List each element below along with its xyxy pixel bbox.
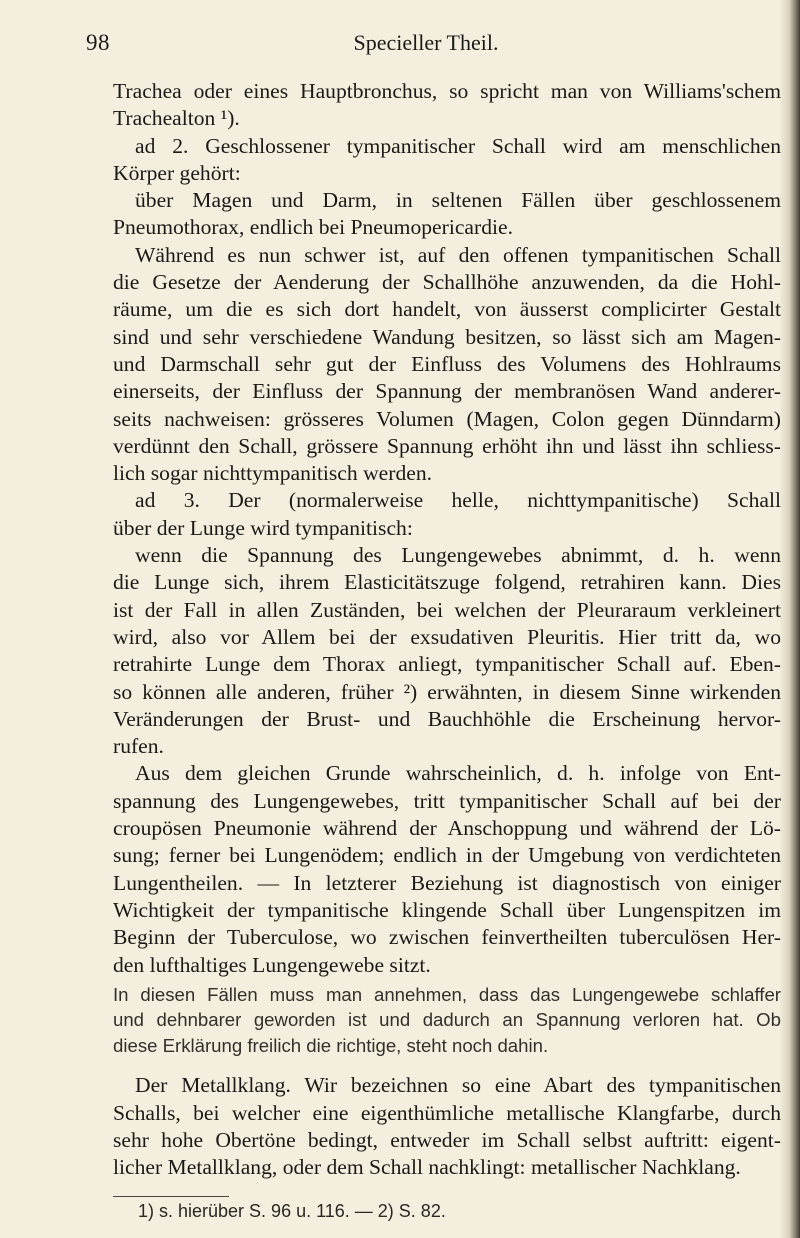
- text-line: seits nachweisen: grösseres Volumen (Magen, Colon gegen Dünndarm): [113, 406, 781, 431]
- paragraph-metallklang: [113, 1072, 781, 1181]
- text-line: ad 3. Der (normalerweise helle, nichttympanitische) Schall: [135, 488, 781, 513]
- text-line: Der Metallklang. Wir bezeichnen so eine Abart des tympanitischen: [135, 1073, 781, 1098]
- text-line: Wichtigkeit der tympanitische klingende Schall über Lungenspitzen im: [113, 897, 781, 922]
- paragraph-schallhoehe: [113, 242, 781, 488]
- text-line: den lufthaltiges Lungengewebe sitzt.: [113, 952, 431, 977]
- text-line: Während es nun schwer ist, auf den offenen tympanitischen Schall: [135, 242, 781, 267]
- text-line: über Magen und Darm, in seltenen Fällen über geschlossenem: [135, 188, 781, 213]
- text-line: In diesen Fällen muss man annehmen, dass das Lungengewebe schlaffer: [113, 983, 781, 1005]
- text-line: licher Metallklang, oder dem Schall nachklingt: metallischer Nachklang.: [113, 1155, 741, 1180]
- text-line: Veränderungen der Brust- und Bauchhöhle die Erscheinung hervor-: [113, 706, 781, 731]
- text-line: retrahirte Lunge dem Thorax anliegt, tympanitischer Schall auf. Eben-: [113, 652, 781, 677]
- text-line: ad 2. Geschlossener tympanitischer Schall wird am menschlichen: [135, 133, 781, 158]
- text-line: sung; ferner bei Lungenödem; endlich in der Umgebung von verdichteten: [113, 843, 781, 868]
- text-line: ist der Fall in allen Zuständen, bei welchen der Pleuraraum verkleinert: [113, 597, 781, 622]
- text-line: über der Lunge wird tympanitisch:: [113, 515, 413, 540]
- page-body: [113, 78, 781, 1181]
- text-line: Aus dem gleichen Grunde wahrscheinlich, d. h. infolge von Ent-: [135, 761, 781, 786]
- paragraph-spannung: [113, 542, 781, 760]
- text-line: diese Erklärung freilich die richtige, steht noch dahin.: [113, 1034, 549, 1056]
- text-line: räume, um die es sich dort handelt, von äusserst complicirter Gestalt: [113, 297, 781, 322]
- text-line: Körper gehört:: [113, 160, 241, 185]
- text-line: Trachea oder eines Hauptbronchus, so spricht man von Williams'schem: [113, 79, 781, 103]
- footnote: 1) s. hierüber S. 96 u. 116. — 2) S. 82.: [138, 1201, 446, 1221]
- text-line: sind und sehr verschiedene Wandung besitzen, so lässt sich am Magen-: [113, 324, 781, 349]
- paragraph-lunge-tympanitisch: [113, 487, 781, 542]
- text-line: und Darmschall sehr gut der Einfluss des Volumens des Hohlraums: [113, 351, 781, 376]
- paragraph-magen-darm: [113, 187, 781, 242]
- text-line: Schalls, bei welcher eine eigenthümliche metallische Klangfarbe, durch: [113, 1100, 781, 1125]
- text-line: lich sogar nichttympanitisch werden.: [113, 461, 433, 486]
- page-binding-edge: [780, 0, 800, 1238]
- text-line: Trachealton ¹).: [113, 106, 240, 131]
- paragraph-small-note: [113, 982, 781, 1059]
- text-line: und dehnbarer geworden ist und dadurch an Spannung verloren hat. Ob: [113, 1009, 781, 1031]
- text-line: spannung des Lungengewebes, tritt tympanitischer Schall auf bei der: [113, 788, 781, 813]
- text-line: einerseits, der Einfluss der Spannung der membranösen Wand anderer-: [113, 379, 781, 404]
- paragraph-pneumonie: [113, 760, 781, 978]
- text-line: croupösen Pneumonie während der Anschoppung und während der Lö-: [113, 816, 781, 841]
- text-line: wenn die Spannung des Lungengewebes abnimmt, d. h. wenn: [135, 543, 781, 568]
- text-line: wird, also vor Allem bei der exsudativen Pleuritis. Hier tritt da, wo: [113, 624, 781, 649]
- text-line: sehr hohe Obertöne bedingt, entweder im Schall selbst auftritt: eigent-: [113, 1127, 781, 1152]
- paragraph-trachealton: [113, 78, 781, 133]
- paragraph-geschlossener-schall: [113, 133, 781, 188]
- text-line: die Lunge sich, ihrem Elasticitätszuge folgend, retrahiren kann. Dies: [113, 570, 781, 595]
- page-header: [86, 30, 766, 60]
- text-line: rufen.: [113, 734, 164, 759]
- text-line: Lungentheilen. — In letzterer Beziehung ist diagnostisch von einiger: [113, 870, 781, 895]
- footnote-rule: [113, 1196, 229, 1197]
- text-line: so können alle anderen, früher ²) erwähnten, in diesem Sinne wirkenden: [113, 679, 781, 704]
- running-head: Specieller Theil.: [353, 30, 499, 55]
- text-line: verdünnt den Schall, grössere Spannung erhöht ihn und lässt ihn schliess-: [113, 433, 781, 458]
- text-line: die Gesetze der Aenderung der Schallhöhe anzuwenden, da die Hohl-: [113, 270, 781, 295]
- text-line: Pneumothorax, endlich bei Pneumopericardie.: [113, 215, 513, 240]
- text-line: Beginn der Tuberculose, wo zwischen feinvertheilten tuberculösen Her-: [113, 925, 781, 950]
- page-number: 98: [86, 30, 110, 55]
